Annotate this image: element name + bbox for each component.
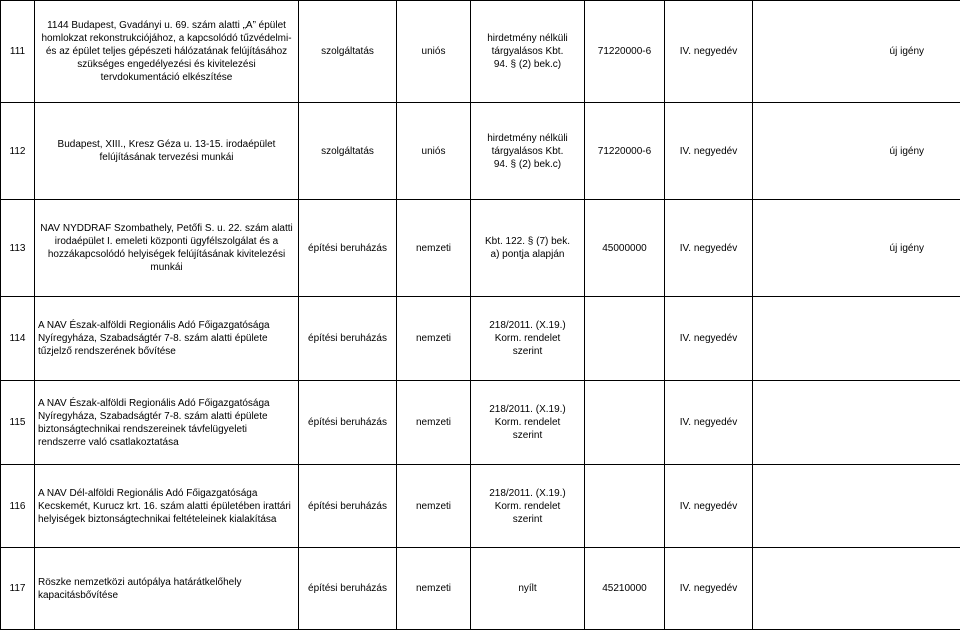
row-description: NAV NYDDRAF Szombathely, Petőfi S. u. 22. szám alatti irodaépület I. emeleti központi ügyfélszolgálat és a hozzákapcsolódó helyiségek felújításának kivitelezési munkái <box>35 200 299 297</box>
row-description: A NAV Dél-alföldi Regionális Adó Főigazgatósága Kecskemét, Kurucz krt. 16. szám alatti épületében irattári helyiségek biztonságtechnikai feltételeinek kialakítása <box>35 465 299 548</box>
table-row <box>1 465 960 548</box>
row-cpv: 71220000-6 <box>585 103 665 200</box>
table-row <box>1 381 960 465</box>
row-number: 116 <box>1 465 35 548</box>
row-number: 112 <box>1 103 35 200</box>
row-type: építési beruházás <box>299 200 397 297</box>
row-procedure: 218/2011. (X.19.) Korm. rendelet szerint <box>471 465 585 548</box>
row-quarter: IV. negyedév <box>665 200 753 297</box>
row-note: új igény <box>753 1 960 103</box>
row-quarter: IV. negyedév <box>665 465 753 548</box>
table-row <box>1 297 960 381</box>
row-cpv <box>585 297 665 381</box>
row-quarter: IV. negyedév <box>665 103 753 200</box>
row-description: 1144 Budapest, Gvadányi u. 69. szám alatti „A” épület homlokzat rekonstrukciójához, a kapcsolódó tűzvédelmi- és az épület teljes gépészeti hálózatának felújításához szükséges engedélyezési és kivitelezési tervdokumentáció elkészítése <box>35 1 299 103</box>
table-row <box>1 103 960 200</box>
row-cpv <box>585 465 665 548</box>
table-row <box>1 1 960 103</box>
row-kind: uniós <box>397 1 471 103</box>
row-type: szolgáltatás <box>299 1 397 103</box>
row-kind: uniós <box>397 103 471 200</box>
row-kind: nemzeti <box>397 381 471 465</box>
row-description: Röszke nemzetközi autópálya határátkelőhely kapacitásbővítése <box>35 548 299 630</box>
row-number: 117 <box>1 548 35 630</box>
row-procedure: hirdetmény nélküli tárgyalásos Kbt. 94. § (2) bek.c) <box>471 1 585 103</box>
row-type: szolgáltatás <box>299 103 397 200</box>
row-note <box>753 297 960 381</box>
table-row <box>1 200 960 297</box>
row-kind: nemzeti <box>397 548 471 630</box>
row-procedure: 218/2011. (X.19.) Korm. rendelet szerint <box>471 297 585 381</box>
row-number: 113 <box>1 200 35 297</box>
row-note <box>753 381 960 465</box>
row-cpv: 45210000 <box>585 548 665 630</box>
row-cpv: 71220000-6 <box>585 1 665 103</box>
row-kind: nemzeti <box>397 200 471 297</box>
row-kind: nemzeti <box>397 297 471 381</box>
row-procedure: 218/2011. (X.19.) Korm. rendelet szerint <box>471 381 585 465</box>
row-description: A NAV Észak-alföldi Regionális Adó Főigazgatósága Nyíregyháza, Szabadságtér 7-8. szám alatti épülete tűzjelző rendszerének bővítése <box>35 297 299 381</box>
row-note <box>753 465 960 548</box>
row-kind: nemzeti <box>397 465 471 548</box>
row-cpv: 45000000 <box>585 200 665 297</box>
row-quarter: IV. negyedév <box>665 1 753 103</box>
row-quarter: IV. negyedév <box>665 297 753 381</box>
row-number: 114 <box>1 297 35 381</box>
row-note <box>753 548 960 630</box>
row-type: építési beruházás <box>299 297 397 381</box>
row-procedure: nyílt <box>471 548 585 630</box>
row-procedure: hirdetmény nélküli tárgyalásos Kbt. 94. § (2) bek.c) <box>471 103 585 200</box>
row-note: új igény <box>753 200 960 297</box>
row-number: 111 <box>1 1 35 103</box>
row-description: A NAV Észak-alföldi Regionális Adó Főigazgatósága Nyíregyháza, Szabadságtér 7-8. szám alatti épülete biztonságtechnikai rendszereinek távfelügyeleti rendszerre való csatlakoztatása <box>35 381 299 465</box>
row-cpv <box>585 381 665 465</box>
row-type: építési beruházás <box>299 548 397 630</box>
row-note: új igény <box>753 103 960 200</box>
row-procedure: Kbt. 122. § (7) bek. a) pontja alapján <box>471 200 585 297</box>
row-description: Budapest, XIII., Kresz Géza u. 13-15. irodaépület felújításának tervezési munkái <box>35 103 299 200</box>
table-row <box>1 548 960 630</box>
row-type: építési beruházás <box>299 381 397 465</box>
row-number: 115 <box>1 381 35 465</box>
row-type: építési beruházás <box>299 465 397 548</box>
row-quarter: IV. negyedév <box>665 381 753 465</box>
row-quarter: IV. negyedév <box>665 548 753 630</box>
